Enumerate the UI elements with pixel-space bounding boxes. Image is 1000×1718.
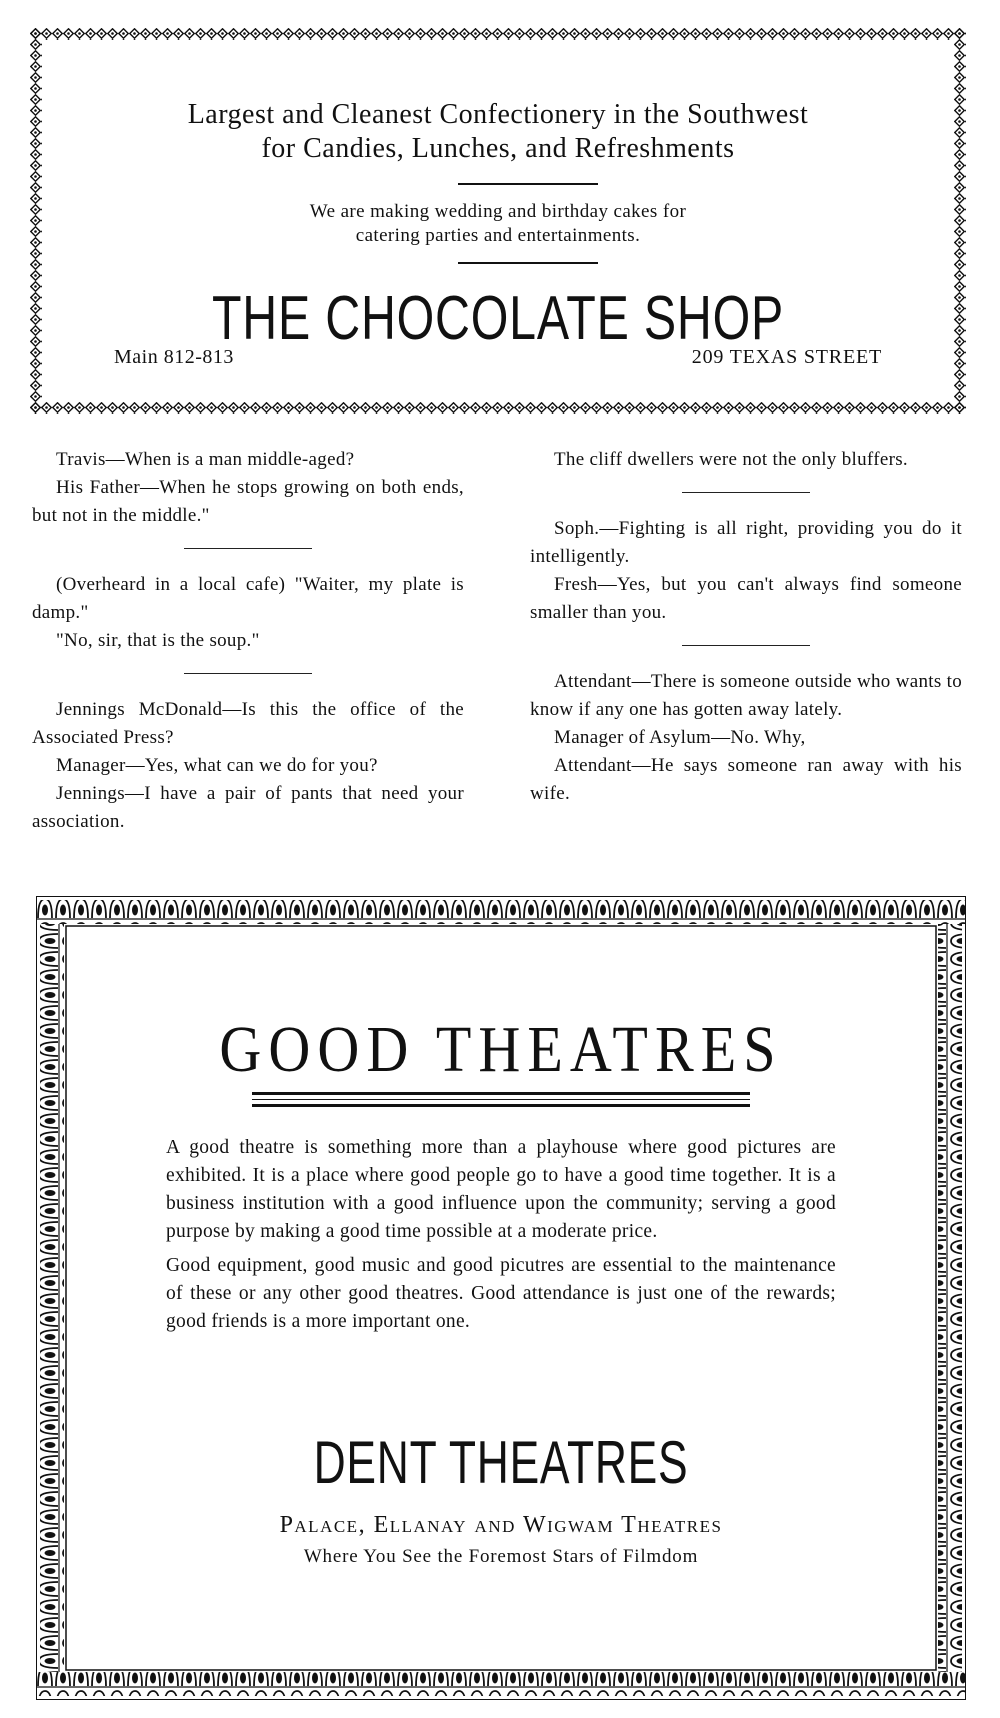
chocolate-shop-name: THE CHOCOLATE SHOP bbox=[211, 284, 785, 353]
joke-line: Jennings McDonald—Is this the office of the Associated Press? bbox=[32, 699, 464, 748]
chocolate-shop-phone: Main 812-813 bbox=[114, 346, 234, 368]
divider-rule bbox=[458, 183, 598, 185]
joke-divider bbox=[682, 645, 810, 646]
jokes-column-right bbox=[530, 446, 962, 808]
body-paragraph: A good theatre is something more than a playhouse where good pictures are exhibited. It is a place where good people go to have a good time together. It is a business institution with a good influence upon the community; serving a good purpose by making a good time possible at a moderate price. bbox=[166, 1137, 836, 1242]
sub-line-2: catering parties and entertainments. bbox=[355, 225, 641, 246]
joke-line: Attendant—There is someone outside who wants to know if any one has gotten away lately. bbox=[530, 671, 962, 720]
joke-line: The cliff dwellers were not the only bluffers. bbox=[554, 449, 908, 470]
jokes-column-left bbox=[32, 446, 464, 836]
theatre-tagline: Where You See the Foremost Stars of Filmdom bbox=[303, 1546, 699, 1567]
joke-line: His Father—When he stops growing on both ends, but not in the middle." bbox=[32, 477, 464, 526]
joke-line: Manager of Asylum—No. Why, bbox=[554, 727, 806, 748]
body-paragraph: Good equipment, good music and good picutres are essential to the maintenance of these or any other good theatres. Good attendance is just one of the rewards; good friends is a more important one. bbox=[166, 1255, 836, 1332]
title-underline-rules bbox=[252, 1092, 750, 1111]
headline-line-1: Largest and Cleanest Confectionery in the Southwest bbox=[187, 99, 809, 130]
joke-line: Soph.—Fighting is all right, providing you do it intelligently. bbox=[530, 518, 962, 567]
divider-rule bbox=[458, 262, 598, 264]
jokes-section bbox=[32, 446, 968, 866]
chocolate-shop-address: 209 TEXAS STREET bbox=[691, 346, 882, 368]
joke-line: Travis—When is a man middle-aged? bbox=[56, 449, 355, 470]
joke-divider bbox=[184, 548, 312, 549]
chocolate-shop-headline bbox=[30, 98, 966, 166]
sub-line-1: We are making wedding and birthday cakes for bbox=[309, 201, 687, 222]
joke-line: Fresh—Yes, but you can't always find someone smaller than you. bbox=[530, 574, 962, 623]
theatre-venues: Palace, Ellanay and Wigwam Theatres bbox=[279, 1512, 723, 1538]
joke-line: (Overheard in a local cafe) "Waiter, my plate is damp." bbox=[32, 574, 464, 623]
good-theatres-title: GOOD THEATRES bbox=[219, 1013, 783, 1086]
chocolate-shop-ad bbox=[30, 28, 966, 414]
dent-theatres-ad bbox=[36, 896, 966, 1700]
joke-line: Manager—Yes, what can we do for you? bbox=[56, 755, 378, 776]
chocolate-shop-subtext bbox=[30, 200, 966, 248]
joke-line: Jennings—I have a pair of pants that need your association. bbox=[32, 783, 464, 832]
joke-divider bbox=[682, 492, 810, 493]
joke-line: Attendant—He says someone ran away with his wife. bbox=[530, 755, 962, 804]
joke-divider bbox=[184, 673, 312, 674]
dent-theatres-name: DENT THEATRES bbox=[313, 1429, 689, 1496]
headline-line-2: for Candies, Lunches, and Refreshments bbox=[261, 133, 735, 164]
joke-line: "No, sir, that is the soup." bbox=[56, 630, 260, 651]
theatre-body-text bbox=[166, 1134, 836, 1342]
